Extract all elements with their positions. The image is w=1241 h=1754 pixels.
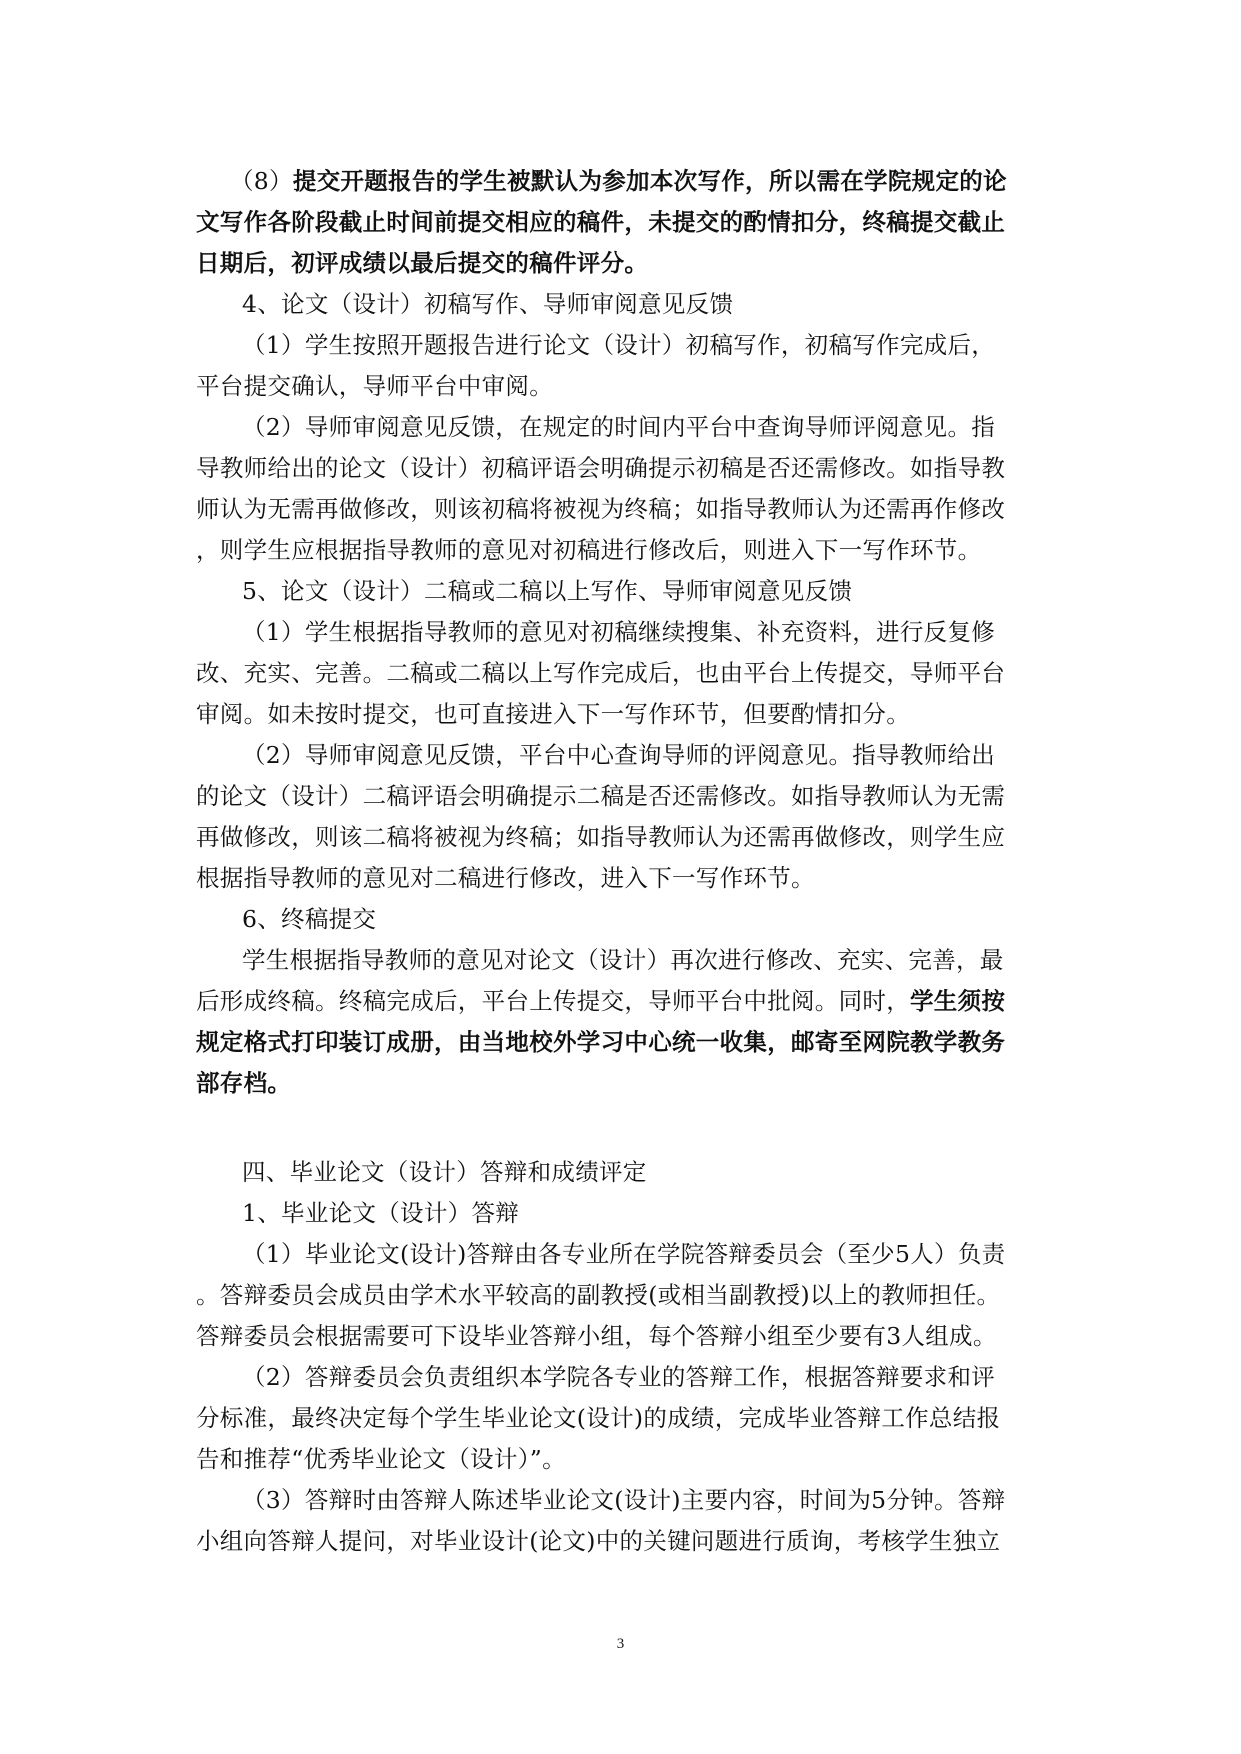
text-line: 部存档。	[196, 1069, 292, 1097]
text-segment-bold: 文写作各阶段截止时间前提交相应的稿件，未提交的酌情扣分，终稿提交截止	[196, 208, 1006, 236]
text-line: （2）答辩委员会负责组织本学院各专业的答辩工作，根据答辩要求和评	[242, 1363, 996, 1391]
text-line: （1）毕业论文(设计)答辩由各专业所在学院答辩委员会（至少5人）负责	[242, 1240, 1006, 1268]
text-line: 师认为无需再做修改，则该初稿将被视为终稿；如指导教师认为还需再作修改	[196, 495, 1006, 523]
text-segment-bold: 学生须按	[910, 987, 1006, 1015]
text-line: 导教师给出的论文（设计）初稿评语会明确提示初稿是否还需修改。如指导教	[196, 454, 1006, 482]
text-line: 答辩委员会根据需要可下设毕业答辩小组，每个答辩小组至少要有3人组成。	[196, 1322, 997, 1350]
text-line: 。答辩委员会成员由学术水平较高的副教授(或相当副教授)以上的教师担任。	[196, 1281, 1001, 1309]
text-line	[230, 159, 1007, 203]
section-heading: 1、毕业论文（设计）答辩	[242, 1199, 520, 1227]
text-line: （2）导师审阅意见反馈，平台中心查询导师的评阅意见。指导教师给出	[242, 741, 996, 769]
text-line: （3）答辩时由答辩人陈述毕业论文(设计)主要内容，时间为5分钟。答辩	[242, 1486, 1006, 1514]
text-line: 分标准，最终决定每个学生毕业论文(设计)的成绩，完成毕业答辩工作总结报	[196, 1404, 1001, 1432]
text-line: （1）学生按照开题报告进行论文（设计）初稿写作，初稿写作完成后，	[242, 331, 996, 359]
text-line: 小组向答辩人提问，对毕业设计(论文)中的关键问题进行质询，考核学生独立	[196, 1527, 1001, 1555]
text-line: 后形成终稿。终稿完成后，平台上传提交，导师平台中批阅。同时，学生须按	[196, 987, 1006, 1015]
text-line: 改、充实、完善。二稿或二稿以上写作完成后，也由平台上传提交，导师平台	[196, 659, 1006, 687]
text-line: 告和推荐“优秀毕业论文（设计）”。	[196, 1445, 566, 1473]
section-heading: 6、终稿提交	[242, 905, 377, 933]
text-line: 根据指导教师的意见对二稿进行修改，进入下一写作环节。	[196, 864, 815, 892]
page-number: 3	[616, 1636, 625, 1652]
text-line: 的论文（设计）二稿评语会明确提示二稿是否还需修改。如指导教师认为无需	[196, 782, 1006, 810]
text-line: 再做修改，则该二稿将被视为终稿；如指导教师认为还需再做修改，则学生应	[196, 823, 1006, 851]
text-line: 平台提交确认，导师平台中审阅。	[196, 372, 553, 400]
chapter-heading: 四、毕业论文（设计）答辩和成绩评定	[242, 1158, 647, 1186]
text-segment-bold: 提交开题报告的学生被默认为参加本次写作，所以需在学院规定的论	[292, 167, 1007, 195]
text-line: 学生根据指导教师的意见对论文（设计）再次进行修改、充实、完善，最	[242, 946, 1004, 974]
section-heading: 4、论文（设计）初稿写作、导师审阅意见反馈	[242, 290, 734, 318]
text-line	[196, 241, 648, 285]
text-line: 审阅。如未按时提交，也可直接进入下一写作环节，但要酌情扣分。	[196, 700, 910, 728]
text-line: （2）导师审阅意见反馈，在规定的时间内平台中查询导师评阅意见。指	[242, 413, 996, 441]
section-heading: 5、论文（设计）二稿或二稿以上写作、导师审阅意见反馈	[242, 577, 853, 605]
text-line: 规定格式打印装订成册，由当地校外学习中心统一收集，邮寄至网院教学教务	[196, 1028, 1006, 1056]
text-segment-bold: 日期后，初评成绩以最后提交的稿件评分。	[196, 249, 649, 277]
text-line: ，则学生应根据指导教师的意见对初稿进行修改后，则进入下一写作环节。	[196, 536, 982, 564]
text-segment: （8）	[230, 167, 293, 195]
text-line: （1）学生根据指导教师的意见对初稿继续搜集、补充资料，进行反复修	[242, 618, 996, 646]
text-line	[196, 200, 1005, 244]
